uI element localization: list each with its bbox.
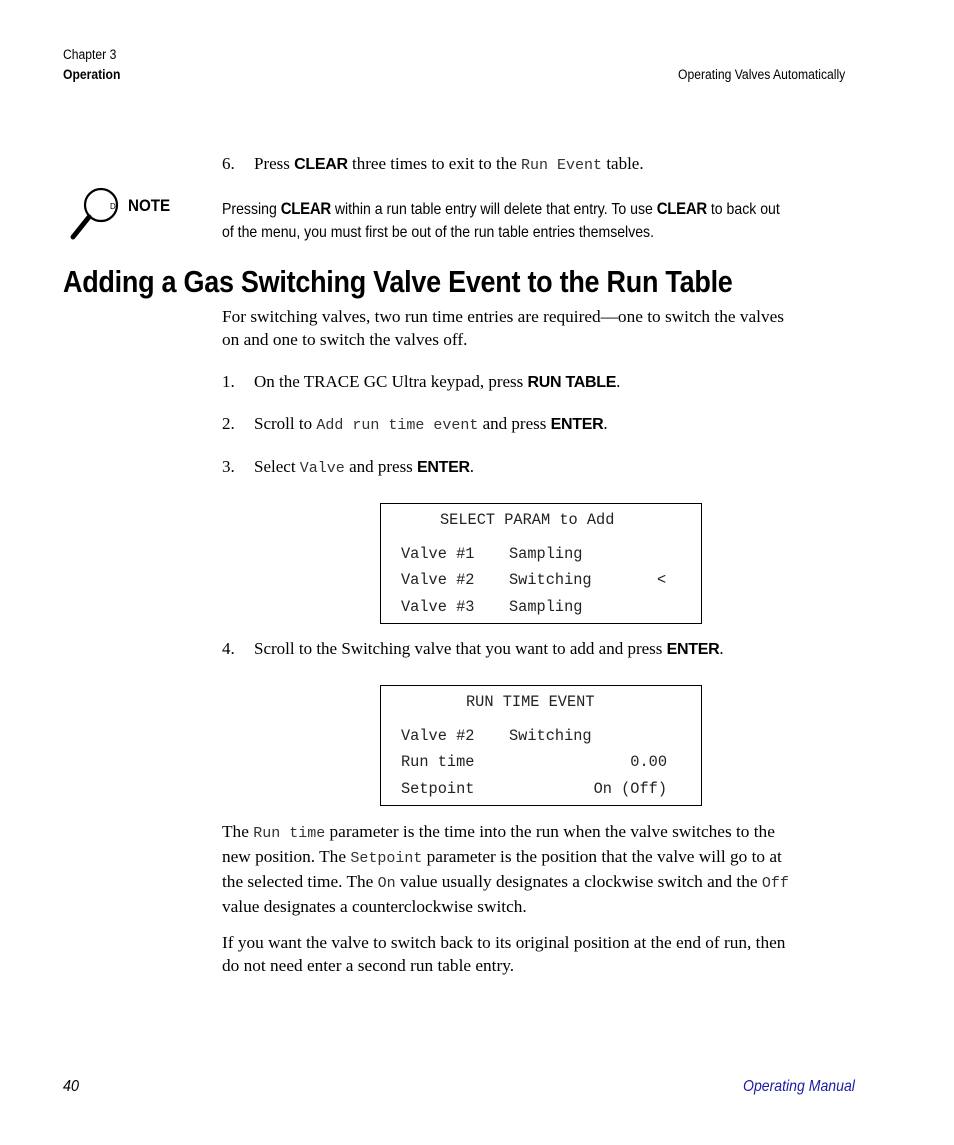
note-text	[222, 197, 780, 244]
display-select-param	[380, 503, 702, 624]
para-line	[222, 845, 862, 870]
step-text: .	[603, 414, 608, 433]
step-text: .	[719, 639, 724, 658]
run-table-key: RUN TABLE	[527, 374, 617, 391]
display-row-name: Setpoint	[401, 780, 475, 798]
display-row-name: Valve #2	[401, 571, 475, 589]
code-setpoint: Setpoint	[350, 850, 423, 867]
display-row-value: On (Off)	[593, 780, 667, 798]
clear-key: CLEAR	[656, 199, 707, 218]
page-number: 40	[63, 1078, 80, 1095]
step-text: Scroll to	[254, 414, 317, 433]
note-text-part: to back out	[706, 201, 780, 218]
para-line	[222, 820, 862, 845]
para-text: the selected time. The	[222, 872, 378, 891]
para-text: parameter is the position that the valve will go to at	[422, 847, 782, 866]
magnifier-icon	[68, 185, 124, 241]
step-text: Select	[254, 457, 300, 476]
step-text: On the TRACE GC Ultra keypad, press	[254, 372, 528, 391]
code-off: Off	[761, 875, 789, 892]
code-valve: Valve	[299, 460, 345, 477]
intro-line: For switching valves, two run time entries are required—one to switch the valves	[222, 307, 784, 326]
para-line: value designates a counterclockwise switch.	[222, 897, 527, 916]
note-text-part: Pressing	[222, 201, 281, 218]
display-row-value: 0.00	[630, 753, 667, 771]
step-number: 2.	[222, 414, 235, 433]
step-number: 6.	[222, 154, 235, 173]
note-text-part: within a run table entry will delete that entry. To use	[330, 201, 657, 218]
para-text: parameter is the time into the run when the valve switches to the	[325, 822, 775, 841]
code-run-time: Run time	[253, 825, 326, 842]
step-4	[222, 639, 862, 663]
para-line	[222, 870, 862, 895]
display-row-value: Sampling	[509, 598, 583, 616]
step-text: three times to exit to the	[347, 154, 522, 173]
para-line: do not need enter a second run table entry.	[222, 956, 515, 975]
step-text: table.	[602, 154, 644, 173]
enter-key: ENTER	[417, 459, 470, 476]
display-run-time-event	[380, 685, 702, 806]
section-label: Operation	[63, 67, 121, 82]
enter-key: ENTER	[550, 416, 604, 433]
display-row-value: Switching	[509, 571, 592, 589]
operating-manual-link[interactable]: Operating Manual	[743, 1078, 855, 1095]
display-row-name: Valve #2	[401, 727, 475, 745]
note-label: NOTE	[128, 197, 171, 215]
step-number: 1.	[222, 372, 235, 391]
para-text: value usually designates a clockwise switch and the	[395, 872, 762, 891]
step-text: Scroll to the Switching valve that you want to add and press	[254, 639, 667, 658]
step-number: 3.	[222, 457, 235, 476]
parameter-paragraph	[222, 820, 862, 918]
display-row-value: Sampling	[509, 545, 583, 563]
step-text: .	[469, 457, 475, 476]
intro-paragraph	[222, 305, 862, 351]
step-text: .	[616, 372, 621, 391]
code-add-run-time-event: Add run time event	[316, 417, 479, 434]
display-row-name: Valve #3	[401, 598, 475, 616]
step-1	[222, 372, 862, 396]
enter-key: ENTER	[666, 641, 720, 658]
step-number: 4.	[222, 639, 235, 658]
display-row-name: Run time	[401, 753, 475, 771]
display-cursor: <	[657, 571, 667, 589]
step-text: and press	[344, 457, 418, 476]
display-row-name: Valve #1	[401, 545, 475, 563]
display-row-value: Switching	[509, 727, 592, 745]
intro-line: on and one to switch the valves off.	[222, 330, 468, 349]
step-2	[222, 414, 862, 438]
step-text: and press	[478, 414, 551, 433]
section-heading: Adding a Gas Switching Valve Event to the Run Table	[63, 264, 733, 299]
code-on: On	[377, 875, 396, 892]
step-3	[222, 457, 862, 481]
chapter-label: Chapter 3	[63, 47, 117, 62]
display-title: RUN TIME EVENT	[466, 693, 595, 711]
switch-back-paragraph	[222, 931, 862, 977]
clear-key: CLEAR	[294, 156, 348, 173]
note-line-2: of the menu, you must first be out of the run table entries themselves.	[222, 224, 655, 241]
para-line: If you want the valve to switch back to its original position at the end of run, then	[222, 933, 786, 952]
para-text: The	[222, 822, 254, 841]
clear-key: CLEAR	[280, 199, 331, 218]
step-6	[222, 154, 862, 178]
topic-label: Operating Valves Automatically	[678, 67, 846, 82]
para-text: new position. The	[222, 847, 351, 866]
step-text: Press	[254, 154, 295, 173]
svg-text:D: D	[110, 202, 116, 211]
display-title: SELECT PARAM to Add	[440, 511, 615, 529]
code-run-event: Run Event	[521, 157, 603, 174]
note-line-1	[222, 197, 780, 221]
